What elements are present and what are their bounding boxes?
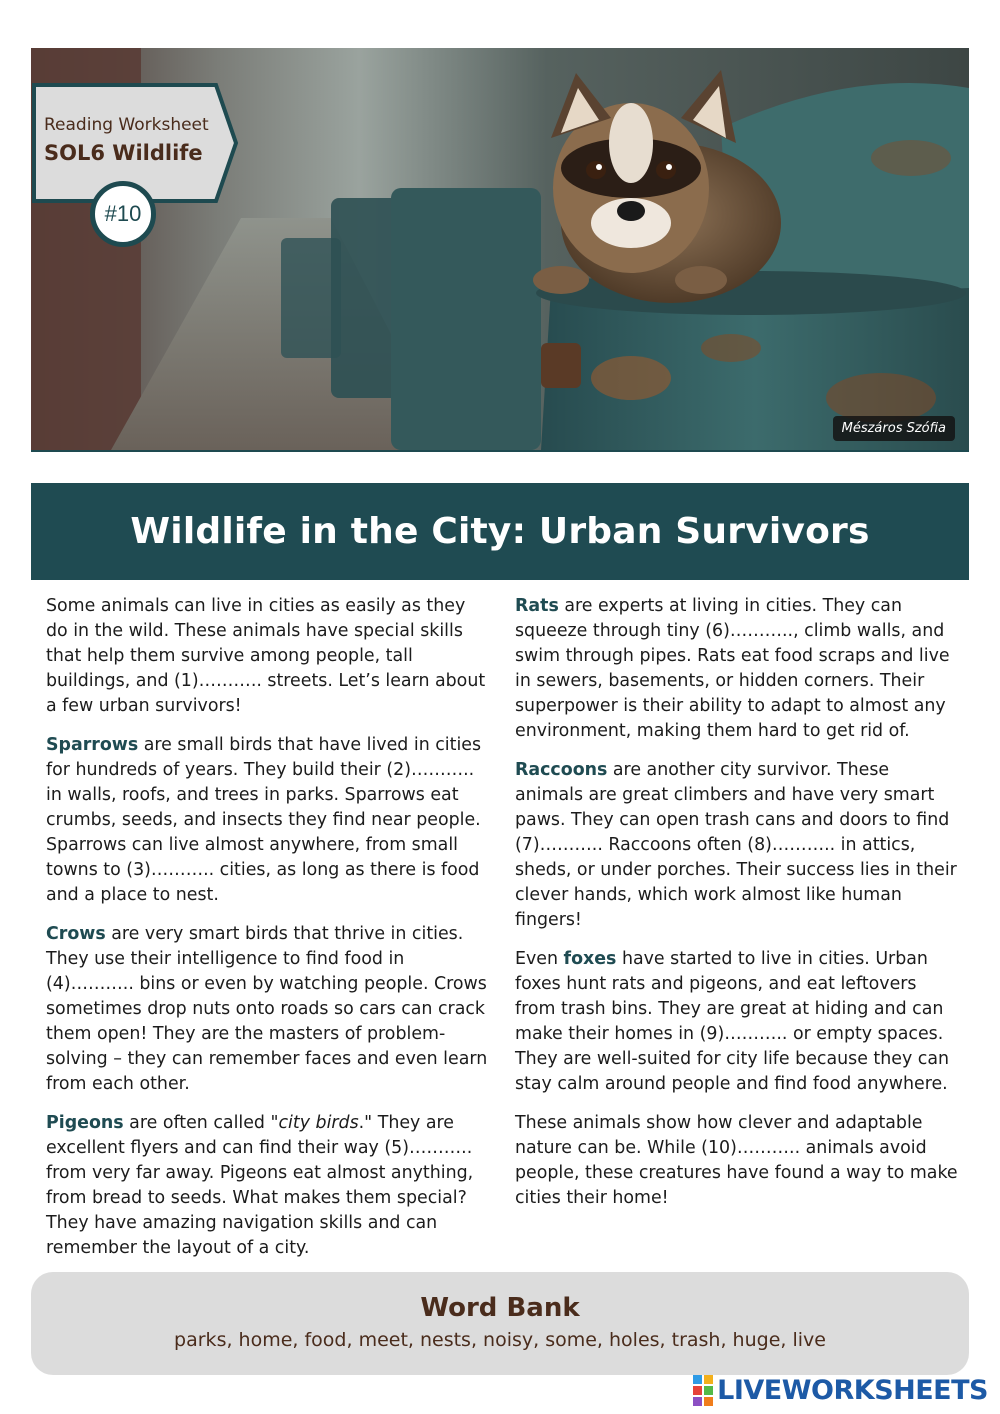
brand-name: LIVEWORKSHEETS [717, 1374, 988, 1406]
photo-credit: Mészáros Szófia [833, 416, 955, 441]
keyword-pigeons: Pigeons [46, 1113, 124, 1133]
keyword-raccoons: Raccoons [515, 760, 608, 780]
paragraph-prefix: Even [515, 949, 564, 969]
paragraph-text: ." They are excellent flyers and can find their way (5)……….. from very far away. Pigeons eat almost anything, from bread to seeds. What makes them special? They have amazing navigation skills and can remember the layout of a city. [46, 1113, 474, 1258]
paragraph-foxes [515, 947, 960, 1097]
italic-city-birds: city birds [278, 1113, 359, 1133]
paragraph-text: are small birds that have lived in cities for hundreds of years. They build their (2)……….. in walls, roofs, and trees in parks. Sparrows eat crumbs, seeds, and insects they find near people. Sparrows can live almost anywhere, from small towns to (3)……….. cities, as long as there is food and a place to nest. [46, 735, 482, 905]
title-band [31, 483, 969, 580]
logo-grid-icon [693, 1375, 713, 1406]
keyword-rats: Rats [515, 596, 559, 616]
paragraph-intro [46, 594, 491, 719]
keyword-sparrows: Sparrows [46, 735, 139, 755]
liveworksheets-logo[interactable] [693, 1374, 988, 1406]
paragraph-conclusion [515, 1111, 960, 1211]
paragraph-text: Some animals can live in cities as easily as they do in the wild. These animals have special skills that help them survive among people, tall buildings, and (1)……….. streets. Let’s learn about a few urban survivors! [46, 596, 486, 716]
paragraph-sparrows [46, 733, 491, 908]
keyword-crows: Crows [46, 924, 106, 944]
paragraph-text: are very smart birds that thrive in cities. They use their intelligence to find food in (4)……….. bins or even by watching people. Crows sometimes drop nuts onto roads so cars can crack them open! They are the masters of problem-solving – they can remember faces and even learn from each other. [46, 924, 488, 1094]
paragraph-crows [46, 922, 491, 1097]
word-bank-title: Word Bank [420, 1293, 580, 1323]
word-bank-words: parks, home, food, meet, nests, noisy, some, holes, trash, huge, live [174, 1329, 826, 1351]
paragraph-text: These animals show how clever and adaptable nature can be. While (10)……….. animals avoid people, these creatures have found a way to make cities their home! [515, 1113, 958, 1208]
paragraph-pigeons [46, 1111, 491, 1261]
keyword-foxes: foxes [563, 949, 617, 969]
paragraph-rats [515, 594, 960, 744]
paragraph-text-before: are often called " [123, 1113, 279, 1133]
paragraph-text: are another city survivor. These animals are great climbers and have very smart paws. They can open trash cans and doors to find (7)……….. Raccoons often (8)……….. in attics, sheds, or under porches. Their success lies in their clever hands, which work almost like human fingers! [515, 760, 957, 930]
worksheet-label: Reading Worksheet [44, 115, 209, 135]
paragraph-text: have started to live in cities. Urban foxes hunt rats and pigeons, and eat leftovers from trash bins. They are great at hiding and can make their homes in (9)……….. or empty spaces. They are well-suited for city life because they can stay calm around people and find food anywhere. [515, 949, 950, 1094]
worksheet-title: SOL6 Wildlife [44, 141, 203, 165]
right-column [515, 594, 960, 1225]
left-column [46, 594, 491, 1275]
paragraph-raccoons [515, 758, 960, 933]
worksheet-number-badge: #10 [90, 181, 156, 247]
paragraph-text: are experts at living in cities. They can squeeze through tiny (6)……….., climb walls, and swim through pipes. Rats eat food scraps and live in sewers, basements, or hidden corners. Their superpower is their ability to adapt to almost any environment, making them hard to get rid of. [515, 596, 950, 741]
word-bank [31, 1272, 969, 1375]
page-title: Wildlife in the City: Urban Survivors [130, 511, 870, 552]
